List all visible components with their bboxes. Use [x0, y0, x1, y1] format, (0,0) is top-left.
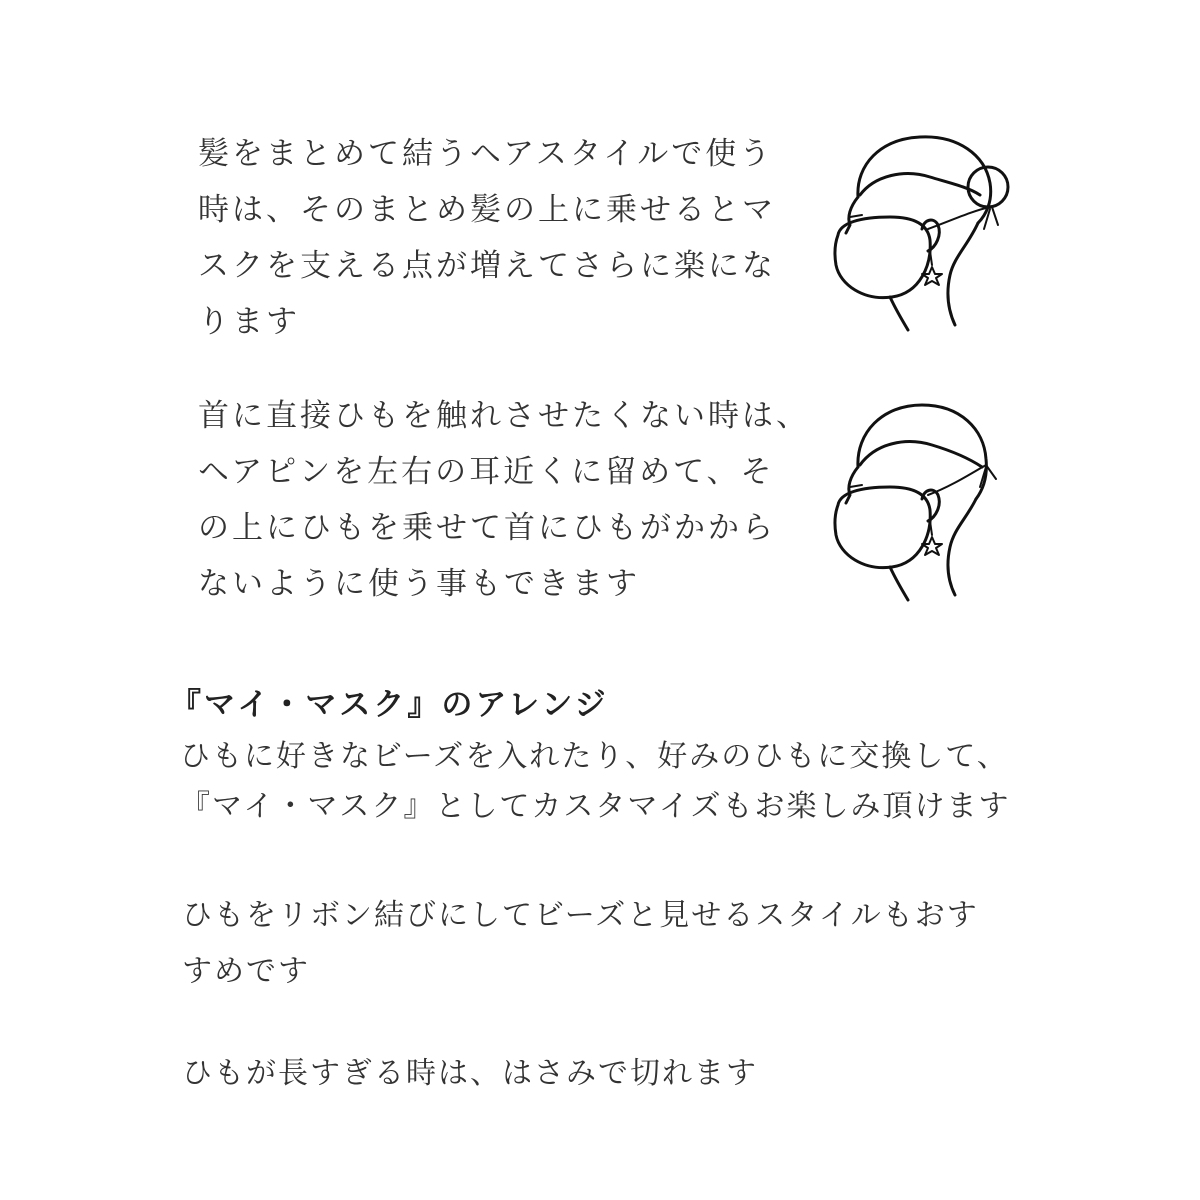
hair-bun-paragraph	[198, 126, 776, 350]
arrange-heading: 『マイ・マスク』のアレンジ	[170, 687, 609, 723]
text-line: ひもが長すぎる時は、はさみで切れます	[182, 1056, 758, 1091]
text-line: ヘアピンを左右の耳近くに留めて、そ	[198, 454, 775, 490]
text-line: 髪をまとめて結うヘアスタイルで使う	[198, 136, 774, 172]
text-line: スクを支える点が増えてさらに楽にな	[198, 248, 776, 284]
text-line: の上にひもを乗せて首にひもがかから	[198, 510, 776, 546]
head-profile-hairpin-icon	[820, 395, 1020, 605]
text-line: すめです	[182, 954, 310, 989]
text-line: ひもをリボン結びにしてビーズと見せるスタイルもおす	[182, 898, 979, 933]
cut-paragraph	[182, 1046, 758, 1102]
hairpin-paragraph	[198, 388, 810, 612]
ribbon-paragraph	[182, 888, 979, 1000]
text-line: 首に直接ひもを触れさせたくない時は、	[198, 398, 810, 434]
hair-bun-mask-illustration	[820, 125, 1020, 335]
customize-paragraph	[180, 732, 1011, 832]
hairpin-mask-illustration	[820, 395, 1020, 605]
text-line: 時は、そのまとめ髪の上に乗せるとマ	[198, 192, 776, 228]
text-line: 『マイ・マスク』としてカスタマイズもお楽しみ頂けます	[180, 789, 1011, 824]
head-profile-bun-icon	[820, 125, 1020, 335]
text-line: ひもに好きなビーズを入れたり、好みのひもに交換して、	[180, 739, 1009, 774]
text-line: ないように使う事もできます	[198, 566, 640, 602]
text-line: ります	[198, 304, 300, 340]
